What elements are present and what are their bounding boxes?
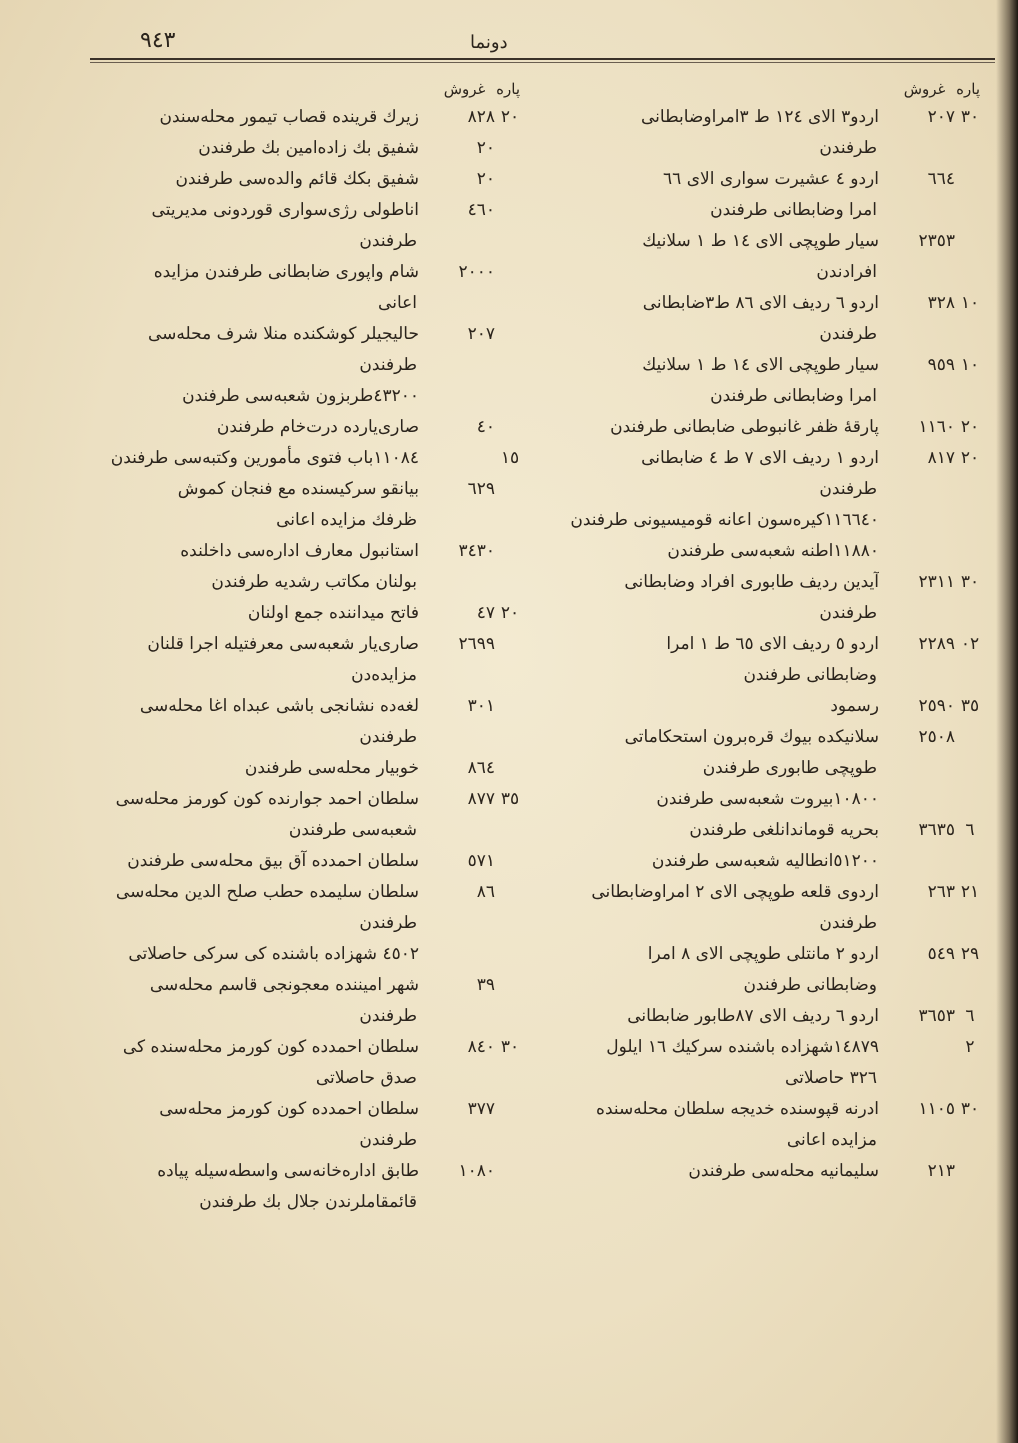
kurus-amount: ٣٩ xyxy=(476,975,495,995)
entry-description: سیار طوپچی الای ١٤ ط ١ سلانیك xyxy=(642,355,879,375)
para-amount: ٢٩ xyxy=(960,944,980,964)
entry-description: ١١٨٨٠اطنه شعبه‌سی طرفندن xyxy=(667,541,879,561)
entry-description: سلطان احمدده آق بیق محله‌سی طرفندن xyxy=(127,851,419,871)
entry-description: ادرنه قپوسنده خدیجه سلطان محله‌سنده xyxy=(596,1099,879,1119)
entry-description: اردو ٢ مانتلی طوپچی الای ٨ امرا xyxy=(647,944,879,964)
entry-description: سلیمانیه محله‌سی طرفندن xyxy=(688,1161,879,1181)
kurus-amount: ٤٠ xyxy=(476,417,495,437)
kurus-amount: ٢٢٨٩ xyxy=(918,634,955,654)
ledger-entry xyxy=(535,815,985,846)
kurus-amount: ١٠٨٠ xyxy=(458,1161,495,1181)
kurus-amount: ٢٥٩٠ xyxy=(918,696,955,716)
kurus-amount: ٩٥٩ xyxy=(927,355,955,375)
page-spine-shadow xyxy=(996,0,1018,1443)
kurus-amount: ٢٦٩٩ xyxy=(458,634,495,654)
para-amount: ٦ xyxy=(965,1006,975,1026)
column-right xyxy=(535,76,985,1187)
ledger-entry xyxy=(95,443,525,474)
ledger-entry xyxy=(95,846,525,877)
entry-description: ١٠٨٠٠بیروت شعبه‌سی طرفندن xyxy=(656,789,879,809)
entry-description-continued: طرفندن xyxy=(359,913,417,933)
ledger-entry xyxy=(95,629,525,691)
kurus-amount: ٢٠٠٠ xyxy=(458,262,495,282)
entry-description: سلانیکده بیوك قره‌برون استحکاماتی xyxy=(624,727,879,747)
entry-description-continued: طرفندن xyxy=(819,603,877,623)
para-amount: ٢٠ xyxy=(960,417,980,437)
ledger-entry xyxy=(535,691,985,722)
ledger-entry xyxy=(95,1156,525,1218)
entry-description-continued: امرا وضابطانی طرفندن xyxy=(710,200,877,220)
entry-description: ٥١٢٠٠انطالیه شعبه‌سی طرفندن xyxy=(651,851,879,871)
entry-description: اردو ٥ ردیف الای ٦٥ ط ١ امرا xyxy=(666,634,879,654)
kurus-amount: ٤٦٠ xyxy=(467,200,495,220)
ledger-entry xyxy=(95,1094,525,1156)
ledger-entry xyxy=(95,319,525,381)
para-amount: ٣٠ xyxy=(500,1037,520,1057)
ledger-entry xyxy=(95,133,525,164)
entry-description-continued: ٣٢٦ حاصلاتی xyxy=(785,1068,877,1088)
entry-description: شام واپوری ضابطانی طرفندن مزایده xyxy=(153,262,419,282)
header-rule xyxy=(90,58,995,60)
column-header: پاره غروش xyxy=(443,80,520,98)
entry-description-continued: طرفندن xyxy=(359,727,417,747)
ledger-entry xyxy=(535,226,985,288)
entry-description-continued: طرفندن xyxy=(359,1006,417,1026)
ledger-entry xyxy=(535,1032,985,1094)
entry-description: رسمود xyxy=(830,696,879,716)
ledger-entry xyxy=(95,536,525,598)
kurus-amount: ٥٤٩ xyxy=(927,944,955,964)
entry-description-continued: طرفندن xyxy=(819,138,877,158)
ledger-entry xyxy=(95,877,525,939)
entry-description: ١٤٨٧٩شهزاده باشنده سرکیك ١٦ ایلول xyxy=(606,1037,879,1057)
entry-description: طابق اداره‌خانه‌سی واسطه‌سیله پیاده xyxy=(157,1161,419,1181)
entry-description-continued: مزایده اعانی xyxy=(786,1130,877,1150)
kurus-amount: ٨٤٠ xyxy=(467,1037,495,1057)
kurus-amount: ٣٧٧ xyxy=(467,1099,495,1119)
entries-list xyxy=(95,102,525,1218)
entry-description-continued: طرفندن xyxy=(359,1130,417,1150)
kurus-amount: ٨٢٨ xyxy=(467,107,495,127)
ledger-entry xyxy=(95,474,525,536)
entry-description-continued: بولنان مکاتب رشدیه طرفندن xyxy=(211,572,417,592)
entry-description: لغه‌ده نشانجی باشی عبداه اغا محله‌سی xyxy=(139,696,419,716)
entry-description: ١١٦٦٤٠کیره‌سون اعانه قومیسیونی طرفندن xyxy=(570,510,879,530)
entry-description-continued: قائمقاملرندن جلال بك طرفندن xyxy=(199,1192,417,1212)
entry-description: اردو ٤ عشیرت سواری الای ٦٦ xyxy=(663,169,879,189)
ledger-entry xyxy=(95,1032,525,1094)
entry-description-continued: امرا وضابطانی طرفندن xyxy=(710,386,877,406)
para-amount: ١٥ xyxy=(500,448,520,468)
entry-description-continued: وضابطانی طرفندن xyxy=(743,665,877,685)
entry-description: اردو٣ الای ١٢٤ ط ٣امراوضابطانی xyxy=(641,107,879,127)
entry-description-continued: مزایده‌دن xyxy=(351,665,417,685)
kurus-amount: ٢١٣ xyxy=(927,1161,955,1181)
column-left xyxy=(95,76,525,1218)
ledger-entry xyxy=(95,939,525,970)
entry-description: اردو ٦ ردیف الای ٨٦ ط٣ضابطانی xyxy=(642,293,879,313)
entry-description: بیانقو سرکیسنده مع فنجان کموش xyxy=(177,479,419,499)
kurus-amount: ٢٥٠٨ xyxy=(918,727,955,747)
para-amount: ٠٢ xyxy=(960,634,980,654)
para-amount: ١٠ xyxy=(960,293,980,313)
para-amount: ٣٠ xyxy=(960,572,980,592)
ledger-entry xyxy=(535,102,985,164)
entry-description: شفیق بکك قائم والده‌سی طرفندن xyxy=(175,169,419,189)
entry-description-continued: شعبه‌سی طرفندن xyxy=(288,820,417,840)
entry-description: بحریه قوماندانلغی طرفندن xyxy=(689,820,879,840)
entry-description-continued: طرفندن xyxy=(819,479,877,499)
entry-description: شفیق بك زاده‌امین بك طرفندن xyxy=(198,138,419,158)
para-amount: ٣٥ xyxy=(500,789,520,809)
ledger-entry xyxy=(95,691,525,753)
entry-description-continued: اعانی xyxy=(378,293,417,313)
entry-description: سیار طوپچی الای ١٤ ط ١ سلانیك xyxy=(642,231,879,251)
para-amount: ١٠ xyxy=(960,355,980,375)
entry-description-continued: طرفندن xyxy=(819,913,877,933)
entry-description: سلطان احمدده کون کورمز محله‌سی xyxy=(159,1099,419,1119)
para-amount: ٢٠ xyxy=(500,603,520,623)
column-header: پاره غروش xyxy=(903,80,980,98)
ledger-entry xyxy=(535,846,985,877)
entry-description: زیرك قرینده قصاب تیمور محله‌سندن xyxy=(159,107,419,127)
entries-list xyxy=(535,102,985,1187)
entry-description-continued: صدق حاصلاتی xyxy=(315,1068,417,1088)
ledger-entry xyxy=(95,102,525,133)
entry-description: اردوی قلعه طوپچی الای ٢ امراوضابطانی xyxy=(591,882,879,902)
entry-description-continued: وضابطانی طرفندن xyxy=(743,975,877,995)
ledger-entry xyxy=(535,350,985,412)
entry-description-continued: ظرفك مزایده اعانی xyxy=(276,510,417,530)
ledger-entry xyxy=(95,381,525,412)
kurus-amount: ٤٧ xyxy=(476,603,495,623)
ledger-entry xyxy=(535,1001,985,1032)
entry-description: صاری‌یار شعبه‌سی معرفتیله اجرا قلنان xyxy=(147,634,419,654)
entry-description: اناطولی رژی‌سواری قوردونی مدیریتی xyxy=(151,200,419,220)
ledger-entry xyxy=(535,164,985,226)
entry-description-continued: طرفندن xyxy=(819,324,877,344)
ledger-entry xyxy=(535,722,985,784)
kurus-amount: ٢٠٧ xyxy=(467,324,495,344)
para-amount: ٣٠ xyxy=(960,1099,980,1119)
entry-description: استانبول معارف اداره‌سی داخلنده xyxy=(180,541,419,561)
kurus-amount: ١١٠٥ xyxy=(918,1099,955,1119)
ledger-entry xyxy=(535,1094,985,1156)
entry-description-continued: طرفندن xyxy=(359,231,417,251)
para-amount: ٢ xyxy=(965,1037,975,1057)
entry-description-continued: طوپچی طابوری طرفندن xyxy=(702,758,877,778)
kurus-amount: ٨١٧ xyxy=(927,448,955,468)
entry-description: آیدین ردیف طابوری افراد وضابطانی xyxy=(624,572,879,592)
page-number: ٩٤٣ xyxy=(140,28,176,53)
ledger-entry xyxy=(95,195,525,257)
ledger-entry xyxy=(535,784,985,815)
kurus-amount: ٨٧٧ xyxy=(467,789,495,809)
kurus-amount: ٢٠٧ xyxy=(927,107,955,127)
kurus-amount: ٦٢٩ xyxy=(467,479,495,499)
kurus-amount: ٦٦٤ xyxy=(927,169,955,189)
ledger-entry xyxy=(95,412,525,443)
header-rule-thin xyxy=(90,62,995,63)
ledger-entry xyxy=(95,164,525,195)
para-amount: ٢٠ xyxy=(960,448,980,468)
kurus-amount: ٣٠١ xyxy=(467,696,495,716)
running-title: دونما xyxy=(470,32,508,53)
entry-description: حالیجیلر کوشکنده منلا شرف محله‌سی xyxy=(147,324,419,344)
entry-description: اردو ١ ردیف الای ٧ ط ٤ ضابطانی xyxy=(641,448,879,468)
ledger-entry xyxy=(535,877,985,939)
kurus-amount: ٨٦٤ xyxy=(467,758,495,778)
kurus-amount: ٨٦ xyxy=(476,882,495,902)
entry-description: سلطان احمد جوارنده کون کورمز محله‌سی xyxy=(115,789,419,809)
ledger-entry xyxy=(535,629,985,691)
entry-description: ١١٠٨٤باب فتوی مأمورین وکتبه‌سی طرفندن xyxy=(110,448,419,468)
ledger-entry xyxy=(95,970,525,1032)
ledger-entry xyxy=(95,784,525,846)
entry-description: سلطان احمدده کون کورمز محله‌سنده کی xyxy=(122,1037,419,1057)
ledger-entry xyxy=(535,443,985,505)
para-amount: ٣٥ xyxy=(960,696,980,716)
kurus-amount: ٢٠ xyxy=(476,138,495,158)
entry-description: صاری‌یارده درت‌خام طرفندن xyxy=(216,417,419,437)
ledger-entry xyxy=(535,567,985,629)
kurus-amount: ٥٧١ xyxy=(467,851,495,871)
para-amount: ٢٠ xyxy=(500,107,520,127)
kurus-amount: ٢٠ xyxy=(476,169,495,189)
entry-description: ٤٥٠٢ شهزاده باشنده کی سرکی حاصلاتی xyxy=(128,944,419,964)
kurus-amount: ٢٣١١ xyxy=(918,572,955,592)
kurus-amount: ٢٣٥٣ xyxy=(918,231,955,251)
para-amount: ٦ xyxy=(965,820,975,840)
entry-description: اردو ٦ ردیف الای ٨٧طابور ضابطانی xyxy=(627,1006,879,1026)
entry-description: شهر امیننده معجونجی قاسم محله‌سی xyxy=(149,975,419,995)
kurus-amount: ٣٦٣٥ xyxy=(918,820,955,840)
ledger-entry xyxy=(535,505,985,536)
ledger-entry xyxy=(535,412,985,443)
entry-description: پارقۀ ظفر غانبوطی ضابطانی طرفندن xyxy=(610,417,879,437)
entry-description: فاتح میداننده جمع اولنان xyxy=(247,603,419,623)
ledger-entry xyxy=(95,753,525,784)
ledger-entry xyxy=(95,257,525,319)
kurus-amount: ٢٦٣ xyxy=(927,882,955,902)
para-amount: ٣٠ xyxy=(960,107,980,127)
kurus-amount: ٣٤٣٠ xyxy=(458,541,495,561)
para-amount: ٢١ xyxy=(960,882,980,902)
kurus-amount: ٣٦٥٣ xyxy=(918,1006,955,1026)
entry-description: سلطان سلیمده حطب صلح الدین محله‌سی xyxy=(115,882,419,902)
ledger-entry xyxy=(535,288,985,350)
ledger-entry xyxy=(535,536,985,567)
entry-description: ٤٣٢٠٠طربزون شعبه‌سی طرفندن xyxy=(182,386,419,406)
entry-description-continued: افرادندن xyxy=(816,262,877,282)
entry-description: خوبیار محله‌سی طرفندن xyxy=(244,758,419,778)
ledger-entry xyxy=(535,939,985,1001)
ledger-entry xyxy=(95,598,525,629)
kurus-amount: ٣٢٨ xyxy=(927,293,955,313)
kurus-amount: ١١٦٠ xyxy=(918,417,955,437)
entry-description-continued: طرفندن xyxy=(359,355,417,375)
ledger-entry xyxy=(535,1156,985,1187)
